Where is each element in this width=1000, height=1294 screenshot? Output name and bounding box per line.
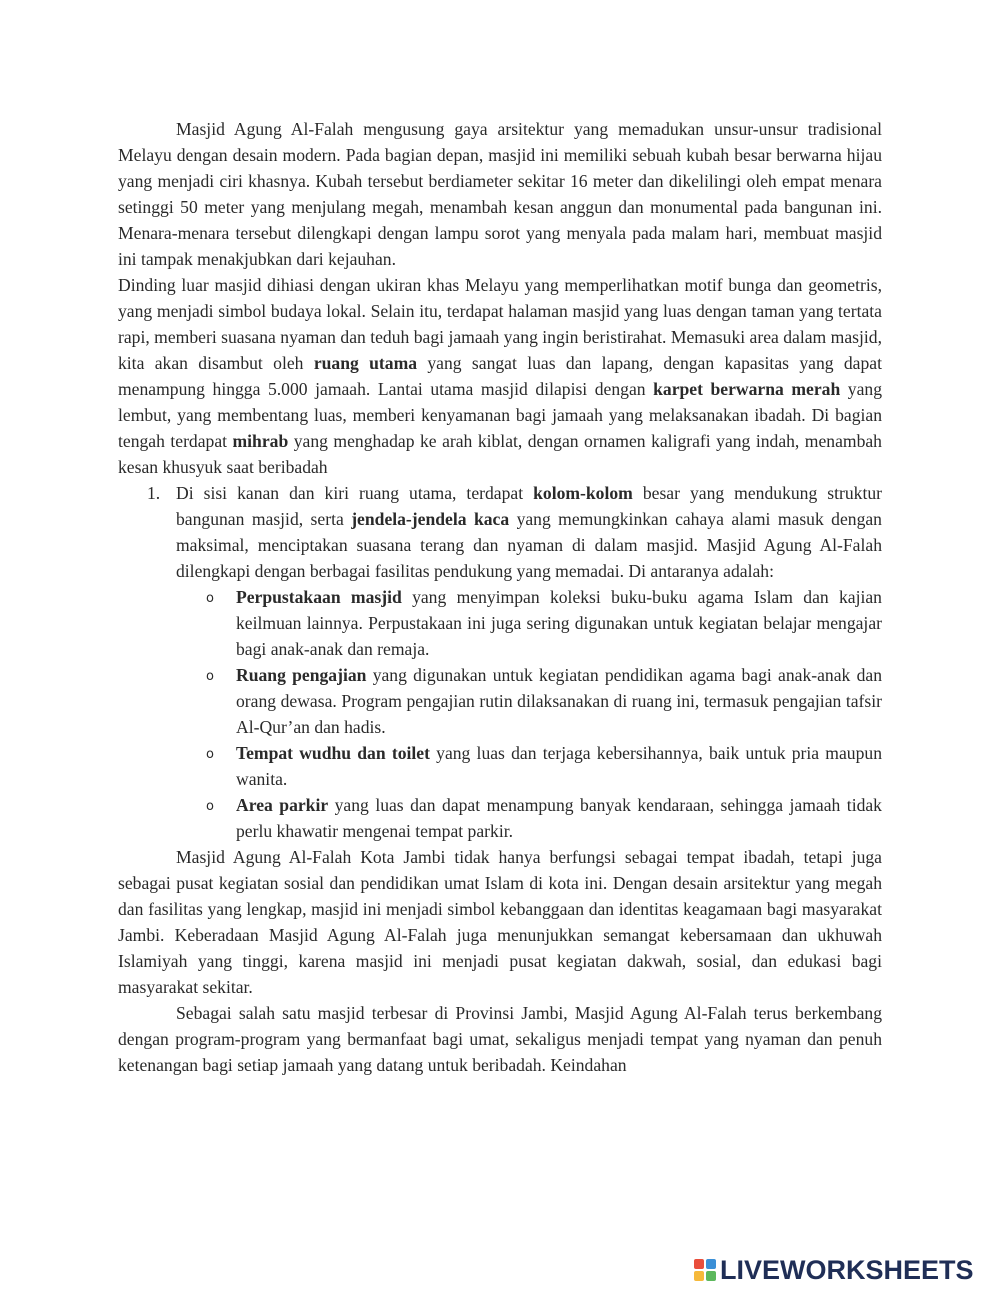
list-item-number: 1. [147,483,161,503]
logo-square-blue [706,1259,716,1269]
bold-ruang-utama: ruang utama [313,353,418,373]
facility-text [236,584,882,662]
list-item-text-2: besar yang mendukung struktur bangunan masjid, serta [176,483,882,529]
liveworksheets-logo-icon [694,1259,716,1281]
logo-square-green [706,1271,716,1281]
paragraph-architecture: Masjid Agung Al-Falah mengusung gaya arsitektur yang memadukan unsur-unsur tradisional Melayu dengan desain modern. Pada bagian depan, masjid ini memiliki sebuah kubah besar berwarna hijau yang menjadi ciri khasnya. Kubah tersebut berdiameter sekitar 16 meter dan dikelilingi oleh empat menara setinggi 50 meter yang menjulang megah, menambah kesan anggun dan monumental pada bangunan ini. Menara-menara tersebut dilengkapi dengan lampu sorot yang menyala pada malam hari, membuat masjid ini tampak menakjubkan dari kejauhan. [118,119,882,269]
paragraph-interior-text-3: yang lembut, yang membentang luas, memberi kenyamanan bagi jamaah yang melaksanakan ibadah. Di bagian tengah terdapat [118,379,883,451]
bold-jendela: jendela-jendela kaca [351,509,510,529]
list-item-text-3: yang memungkinkan cahaya alami masuk dengan maksimal, menciptakan suasana terang dan nyaman di dalam masjid. Masjid Agung Al-Falah dilengkapi dengan berbagai fasilitas pendukung yang memadai. Di antaranya adalah: [176,509,882,581]
bullet-icon: o [206,747,214,762]
facilities-list [176,584,882,844]
facility-item-parkir [176,792,882,844]
facility-description: yang luas dan terjaga kebersihannya, baik untuk pria maupun wanita. [236,743,882,789]
bold-kolom-kolom: kolom-kolom [533,483,633,503]
logo-square-yellow [694,1271,704,1281]
facility-description: yang luas dan dapat menampung banyak kendaraan, sehingga jamaah tidak perlu khawatir mengenai tempat parkir. [236,795,882,841]
facility-name: Ruang pengajian [236,665,367,685]
bullet-icon: o [206,799,214,814]
bold-mihrab: mihrab [232,431,289,451]
list-item [118,480,882,844]
liveworksheets-logo[interactable] [694,1255,974,1285]
list-item-text [176,480,882,584]
paragraph-interior-text-2: yang sangat luas dan lapang, dengan kapasitas yang dapat menampung hingga 5.000 jamaah. Lantai utama masjid dilapisi dengan [118,353,882,399]
bullet-icon: o [206,669,214,684]
paragraph-interior-text-4: yang menghadap ke arah kiblat, dengan ornamen kaligrafi yang indah, menambah kesan khusyuk saat beribadah [118,431,882,477]
facility-name: Area parkir [236,795,329,815]
facility-item-wudhu [176,740,882,792]
document-body [118,116,882,1078]
bullet-icon: o [206,591,214,606]
logo-square-red [694,1259,704,1269]
paragraph-interior [118,272,882,480]
facility-item-perpustakaan [176,584,882,662]
paragraph-development: Sebagai salah satu masjid terbesar di Provinsi Jambi, Masjid Agung Al-Falah terus berkembang dengan program-program yang bermanfaat bagi umat, sekaligus menjadi tempat yang nyaman dan penuh ketenangan bagi setiap jamaah yang datang untuk beribadah. Keindahan [118,1003,882,1075]
paragraph-interior-text-1: Dinding luar masjid dihiasi dengan ukiran khas Melayu yang memperlihatkan motif bunga dan geometris, yang menjadi simbol budaya lokal. Selain itu, terdapat halaman masjid yang luas dengan taman yang tertata rapi, memberi suasana nyaman dan teduh bagi jamaah yang ingin beristirahat. Memasuki area dalam masjid, kita akan disambut oleh [118,275,882,373]
list-item-text-1: Di sisi kanan dan kiri ruang utama, terdapat [176,483,534,503]
facility-text [236,740,882,792]
paragraph-social-role: Masjid Agung Al-Falah Kota Jambi tidak hanya berfungsi sebagai tempat ibadah, tetapi juga sebagai pusat kegiatan sosial dan pendidikan umat Islam di kota ini. Dengan desain arsitektur yang megah dan fasilitas yang lengkap, masjid ini menjadi simbol kebanggaan dan identitas keagamaan bagi masyarakat Jambi. Keberadaan Masjid Agung Al-Falah juga menunjukkan semangat kebersamaan dan ukhuwah Islamiyah yang tinggi, karena masjid ini menjadi pusat kegiatan dakwah, sosial, dan edukasi bagi masyarakat sekitar. [118,847,882,997]
facility-description: yang menyimpan koleksi buku-buku agama Islam dan kajian keilmuan lainnya. Perpustakaan ini juga sering digunakan untuk kegiatan belajar mengajar bagi anak-anak dan remaja. [236,587,882,659]
facility-text [236,662,882,740]
facility-text [236,792,882,844]
facility-name: Perpustakaan masjid [236,587,402,607]
facility-description: yang digunakan untuk kegiatan pendidikan agama bagi anak-anak dan orang dewasa. Program pengajian rutin dilaksanakan di ruang ini, termasuk pengajian tafsir Al-Qur’an dan hadis. [236,665,882,737]
facility-item-pengajian [176,662,882,740]
bold-karpet: karpet berwarna merah [653,379,841,399]
facility-name: Tempat wudhu dan toilet [236,743,430,763]
numbered-list [118,480,882,844]
logo-text: LIVEWORKSHEETS [720,1255,974,1285]
